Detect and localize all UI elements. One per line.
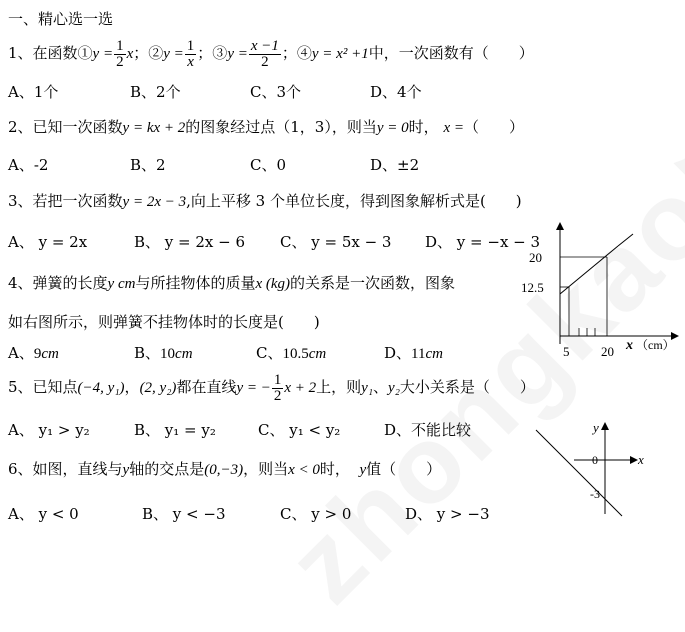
q3-option-b[interactable]: B、 y = 2x − 6 xyxy=(134,233,246,251)
origin-label: 0 xyxy=(592,453,598,467)
q3-option-d[interactable]: D、 y = −x − 3 xyxy=(425,233,541,251)
x-axis-label: x xyxy=(626,338,633,353)
fraction: $\frac{1}{2}$ xyxy=(273,371,282,404)
q6-option-b[interactable]: B、 y < −3 xyxy=(142,505,226,523)
q1-option-a[interactable]: A、1个 xyxy=(8,83,59,101)
q1-option-d[interactable]: D、4个 xyxy=(370,83,422,101)
q5-option-a[interactable]: A、 y₁ > y₂ xyxy=(8,421,90,439)
fraction: $\frac{1}{x}$ xyxy=(186,37,195,70)
x-axis-arrow xyxy=(630,456,638,464)
q5-option-b[interactable]: B、 y₁ = y₂ xyxy=(134,421,216,439)
y-axis-arrow xyxy=(601,422,609,430)
q2-option-b[interactable]: B、2 xyxy=(130,156,166,174)
q1-option-b[interactable]: B、2个 xyxy=(130,83,181,101)
y-tick-12-5: 12.5 xyxy=(521,280,544,295)
y-axis-arrow xyxy=(556,222,564,230)
question-2: 2、已知一次函数y = kx + 2的图象经过点（1，3），则当y = 0时， x =（ ） xyxy=(8,118,524,136)
function-line xyxy=(536,430,622,516)
q3-option-c[interactable]: C、 y = 5x − 3 xyxy=(280,233,392,251)
q2-option-d[interactable]: D、±2 xyxy=(370,156,420,174)
question-3: 3、若把一次函数y = 2x − 3,向上平移 3 个单位长度，得到图象解析式是( ) xyxy=(8,192,522,210)
q6-option-c[interactable]: C、 y > 0 xyxy=(280,505,352,523)
q5-option-d[interactable]: D、不能比较 xyxy=(384,421,472,439)
q4-option-c[interactable]: C、10.5cm xyxy=(256,344,327,362)
q4-option-b[interactable]: B、10cm xyxy=(134,344,193,362)
x-tick-20: 20 xyxy=(601,344,614,359)
x-axis-unit: （cm） xyxy=(636,338,675,352)
q6-option-d[interactable]: D、 y > −3 xyxy=(405,505,490,523)
line-graph xyxy=(530,418,654,520)
spring-graph xyxy=(515,222,683,362)
x-tick-5: 5 xyxy=(563,344,570,359)
q3-option-a[interactable]: A、 y = 2x xyxy=(8,233,88,251)
x-axis-label: x xyxy=(638,452,644,467)
fraction: $\frac{1}{2}$ xyxy=(116,37,124,70)
question-6: 6、如图，直线与y轴的交点是(0,−3)，则当x < 0时， y值（ ） xyxy=(8,460,442,478)
q4-option-a[interactable]: A、9cm xyxy=(8,344,59,362)
y-tick-20: 20 xyxy=(529,250,542,265)
q1-option-c[interactable]: C、3个 xyxy=(250,83,302,101)
q2-option-c[interactable]: C、0 xyxy=(250,156,287,174)
fraction: $\frac{x -1}{2}$ xyxy=(250,37,279,70)
intercept-label: -3 xyxy=(590,487,600,501)
question-1: 1、在函数①y = $\frac{1}{2}$ x；②y = $\frac{1}{x}$ ；③y = $\frac{x -1}{2}$ ；④y = x² +1中，一次函数有（ ） xyxy=(8,37,534,70)
section-title: 一、精心选一选 xyxy=(8,10,114,28)
question-5: 5、已知点(−4, y₁)，(2, y₂)都在直线y = − $\frac{1}{2}$ x + 2上，则y₁、y₂大小关系是（ ） xyxy=(8,371,535,404)
q5-option-c[interactable]: C、 y₁ < y₂ xyxy=(258,421,341,439)
y-axis-label: y xyxy=(593,420,599,435)
question-4-line2: 如右图所示，则弹簧不挂物体时的长度是( ) xyxy=(8,313,320,331)
q6-option-a[interactable]: A、 y < 0 xyxy=(8,505,79,523)
q2-option-a[interactable]: A、-2 xyxy=(8,156,49,174)
q4-option-d[interactable]: D、11cm xyxy=(384,344,443,362)
question-4-line1: 4、弹簧的长度y cm与所挂物体的质量x (kg)的关系是一次函数，图象 xyxy=(8,274,456,292)
